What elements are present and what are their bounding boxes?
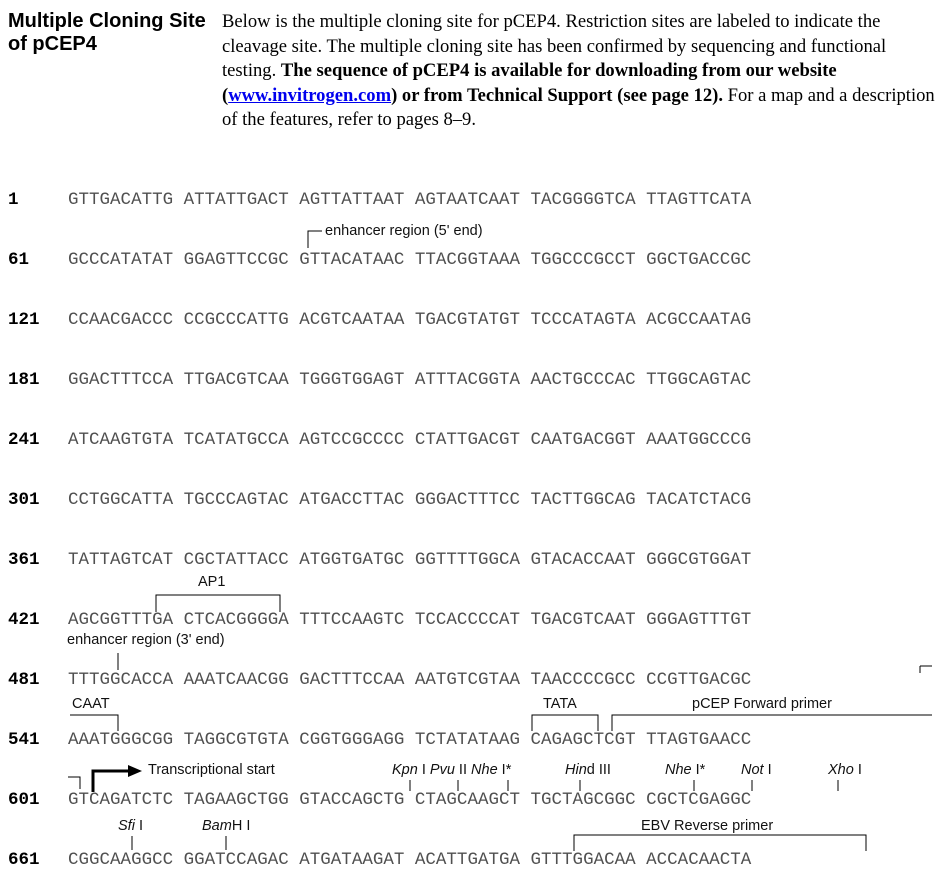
caat-bracket xyxy=(70,715,118,731)
tx-start-arrow-icon xyxy=(93,765,142,792)
position-number: 181 xyxy=(8,370,40,390)
sequence-text: CCTGGCATTA TGCCCAGTAC ATGACCTTAC GGGACTTTCC TACTTGGCAG TACATCTACG xyxy=(68,490,752,510)
sequence-text: GCCCATATAT GGAGTTCCGC GTTACATAAC TTACGGTAAA TGGCCCGCCT GGCTGACCGC xyxy=(68,250,752,270)
position-number: 481 xyxy=(8,670,40,690)
sequence-text: TATTAGTCAT CGCTATTACC ATGGTGATGC GGTTTTGGCA GTACACCAAT GGGCGTGGAT xyxy=(68,550,752,570)
ebv-primer-bracket xyxy=(574,835,866,851)
ebv-primer-label: EBV Reverse primer xyxy=(641,818,774,834)
intro-text-2: For a map and a description of the features, refer to pages 8–9. xyxy=(222,84,935,130)
intro-text-1: Below is the multiple cloning site for pCEP4. Restriction sites are labeled to indicate the cleavage site. The multiple cloning site has been confirmed by sequencing and functional testing. xyxy=(222,11,887,81)
position-number: 661 xyxy=(8,850,40,870)
sequence-text: AGCGGTTTGA CTCACGGGGA TTTCCAAGTC TCCACCCCAT TGACGTCAAT GGGAGTTTGT xyxy=(68,610,752,630)
caat-label: CAAT xyxy=(72,696,110,712)
position-number: 361 xyxy=(8,550,40,570)
sequence-text: ATCAAGTGTA TCATATGCCA AGTCCGCCCC CTATTGACGT CAATGACGGT AAATGGCCCG xyxy=(68,430,752,450)
sequence-text: CCAACGACCC CCGCCCATTG ACGTCAATAA TGACGTATGT TCCCATAGTA ACGCCAATAG xyxy=(68,310,752,330)
website-link[interactable]: www.invitrogen.com xyxy=(228,84,392,106)
forward-primer-bracket xyxy=(612,715,932,731)
ap1-bracket xyxy=(156,595,280,612)
position-number: 1 xyxy=(8,190,19,210)
xho-label: Xho I xyxy=(828,762,862,778)
sequence-text: AAATGGGCGG TAGGCGTGTA CGGTGGGAGG TCTATATAAG CAGAGCTCGT TTAGTGAACC xyxy=(68,730,752,750)
nhe-label: Nhe I* xyxy=(665,762,706,778)
enhancer-5-bracket xyxy=(308,231,322,248)
sfi-label: Sfi I xyxy=(118,818,143,834)
bam-label: BamH I xyxy=(202,818,251,834)
sequence-text: GTTGACATTG ATTATTGACT AGTTATTAAT AGTAATCAAT TACGGGGTCA TTAGTTCATA xyxy=(68,190,752,210)
hind-label: Hind III xyxy=(565,762,611,778)
not-label: Not I xyxy=(741,762,772,778)
kpn-pvu-nhe-label: Kpn I Pvu II Nhe I* xyxy=(392,762,512,778)
position-number: 541 xyxy=(8,730,40,750)
position-number: 61 xyxy=(8,250,30,270)
tata-bracket xyxy=(532,715,598,731)
position-number: 121 xyxy=(8,310,40,330)
sequence-text: TTTGGCACCA AAATCAACGG GACTTTCCAA AATGTCGTAA TAACCCCGCC CCGTTGACGC xyxy=(68,670,752,690)
sequence-text: GTCAGATCTC TAGAAGCTGG GTACCAGCTG CTAGCAAGCT TGCTAGCGGC CGCTCGAGGC xyxy=(68,790,752,810)
position-number: 301 xyxy=(8,490,40,510)
forward-primer-label: pCEP Forward primer xyxy=(692,696,832,712)
intro-bold-1: The sequence of pCEP4 is available for downloading from our website ( xyxy=(222,60,837,106)
tata-label: TATA xyxy=(543,696,577,712)
enhancer-5-label: enhancer region (5' end) xyxy=(325,223,483,239)
position-number: 421 xyxy=(8,610,40,630)
intro-bold-2: ) or from Technical Support (see page 12). xyxy=(391,84,723,106)
position-number: 241 xyxy=(8,430,40,450)
sequence-text: GGACTTTCCA TTGACGTCAA TGGGTGGAGT ATTTACGGTA AACTGCCCAC TTGGCAGTAC xyxy=(68,370,752,390)
tx-start-label: Transcriptional start xyxy=(148,762,275,778)
enhancer-3-label: enhancer region (3' end) xyxy=(67,632,225,648)
position-number: 601 xyxy=(8,790,40,810)
row-601-start-bracket xyxy=(68,777,80,789)
sequence-text: CGGCAAGGCC GGATCCAGAC ATGATAAGAT ACATTGATGA GTTTGGACAA ACCACAACTA xyxy=(68,850,752,870)
ap1-label: AP1 xyxy=(198,574,226,590)
page-title: Multiple Cloning Site of pCEP4 xyxy=(8,10,206,55)
